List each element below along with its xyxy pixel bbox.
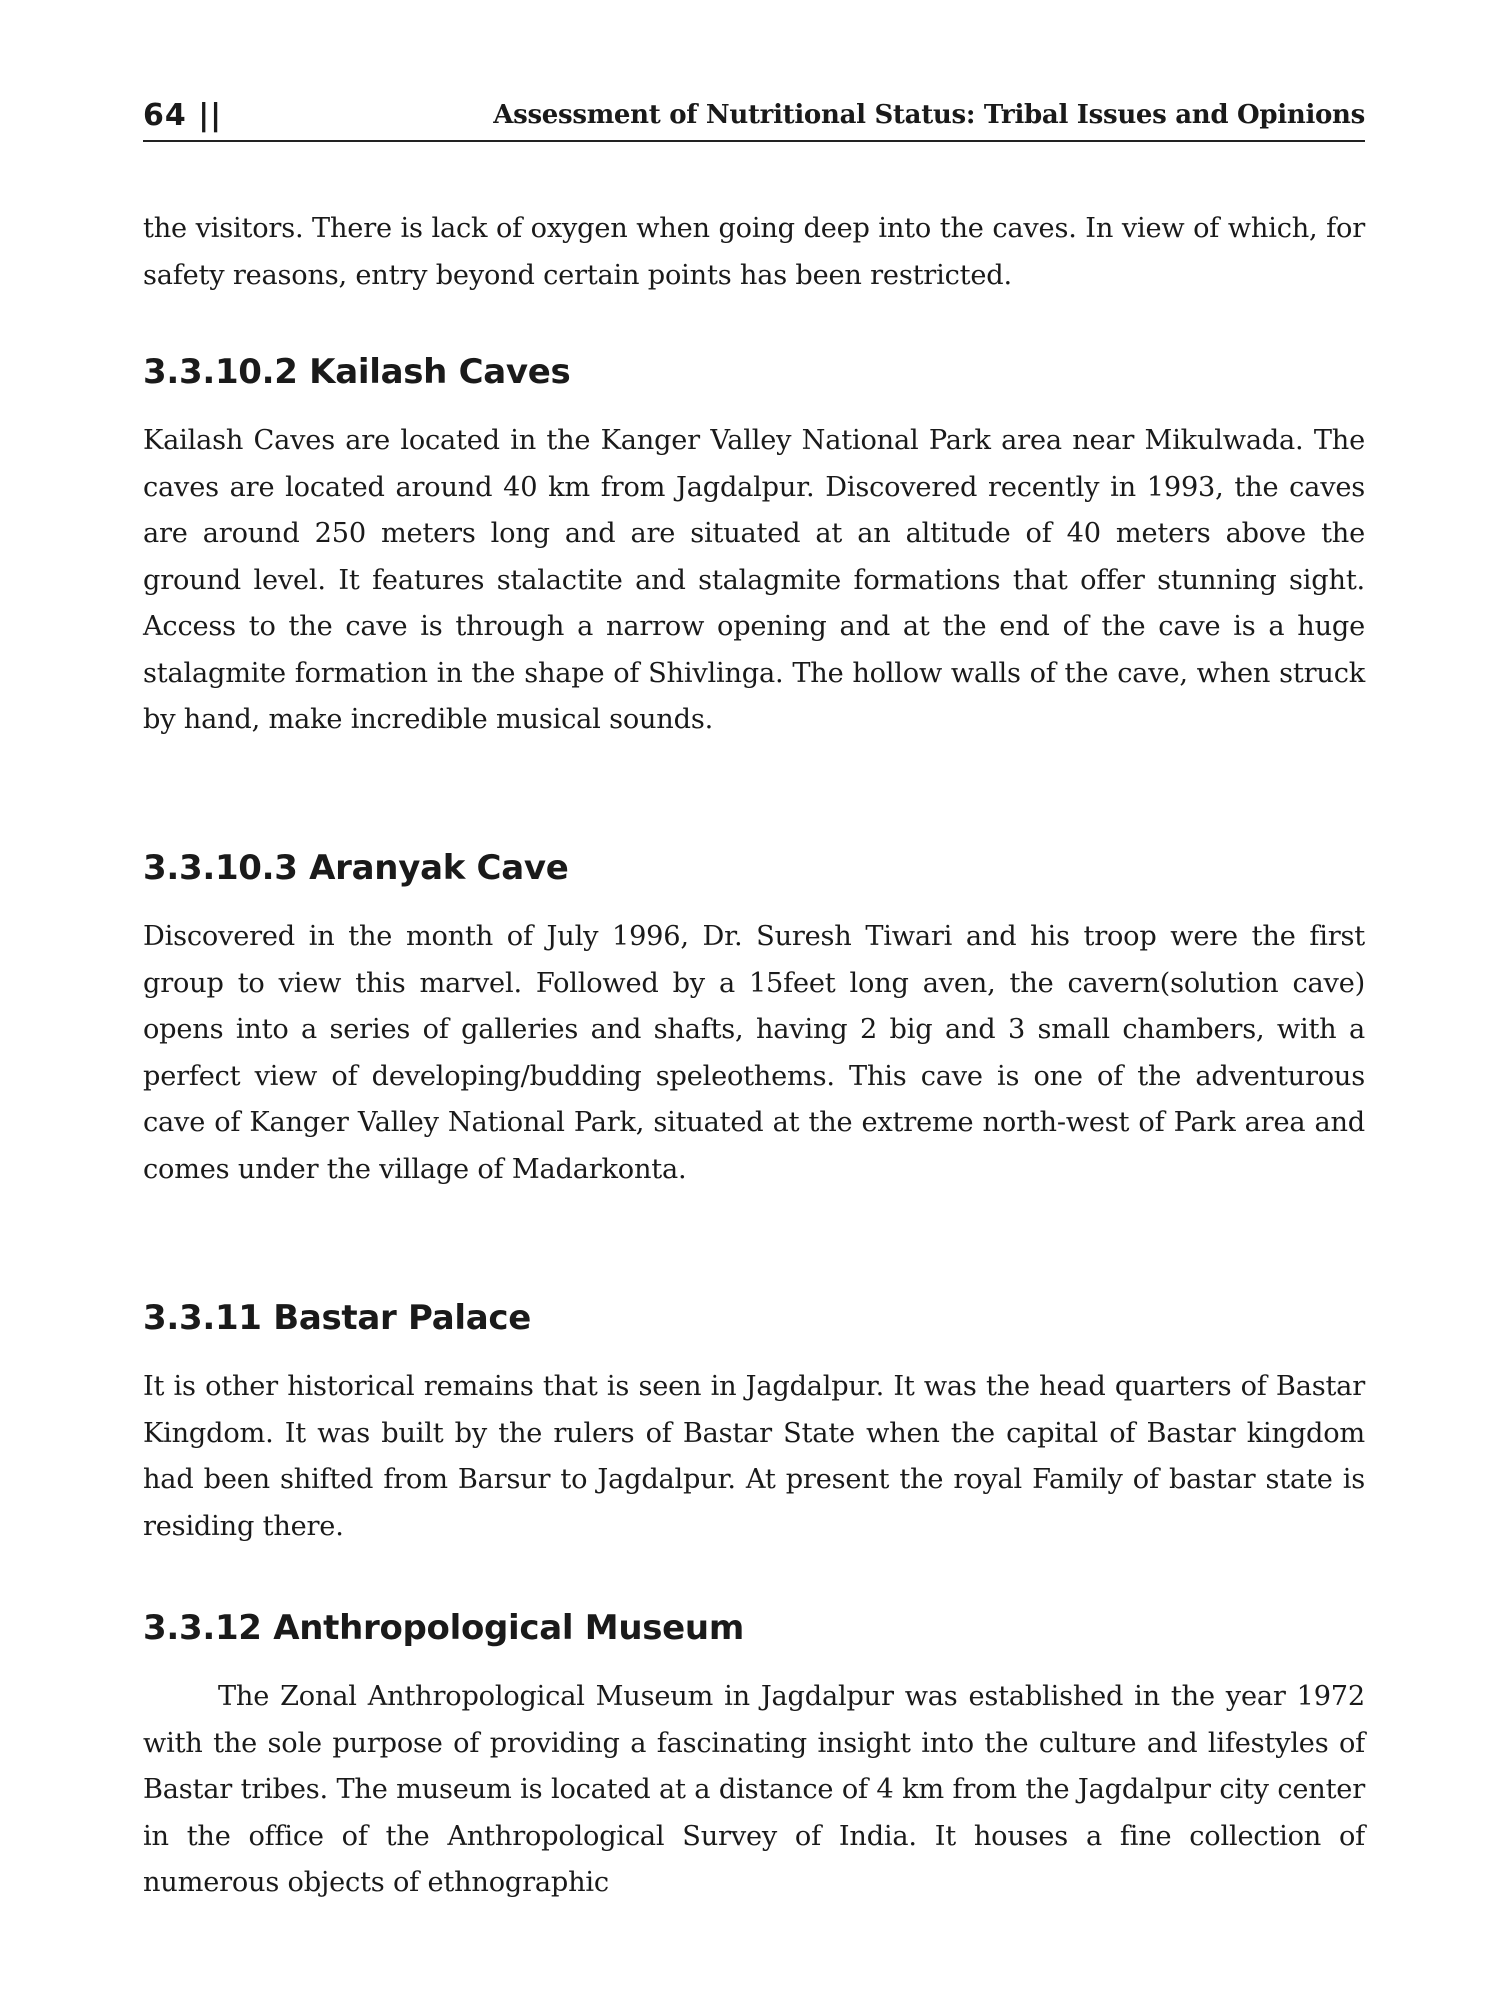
section-heading-aranyak-cave: 3.3.10.3 Aranyak Cave [143, 848, 569, 888]
section-paragraph-bastar-palace: It is other historical remains that is seen in Jagdalpur. It was the head quarters of Bastar Kingdom. It was built by the rulers of Bastar State when the capital of Bastar kingdom had been shifted from Barsur to Jagdalpur. At present the royal Family of bastar state is residing there. [143, 1371, 1365, 1542]
section-paragraph-anthropological-museum: The Zonal Anthropological Museum in Jagdalpur was established in the year 1972 with the sole purpose of providing a fascinating insight into the culture and lifestyles of Bastar tribes. The museum is located at a distance of 4 km from the Jagdalpur city center in the office of the Anthropological Survey of India. It houses a fine collection of numerous objects of ethnographic [143, 1681, 1365, 1898]
section-heading-anthropological-museum: 3.3.12 Anthropological Museum [143, 1608, 744, 1648]
section-paragraph-aranyak-cave: Discovered in the month of July 1996, Dr. Suresh Tiwari and his troop were the first group to view this marvel. Followed by a 15feet long aven, the cavern(solution cave) opens into a series of galleries and shafts, having 2 big and 3 small chambers, with a perfect view of developing/budding speleothems. This cave is one of the adventurous cave of Kanger Valley National Park, situated at the extreme north-west of Park area and comes under the village of Madarkonta. [143, 921, 1365, 1185]
page-number: 64 || [143, 98, 223, 133]
section-heading-kailash-caves: 3.3.10.2 Kailash Caves [143, 352, 571, 392]
running-title: Assessment of Nutritional Status: Tribal Issues and Opinions [493, 100, 1365, 130]
running-header [143, 92, 1365, 142]
intro-paragraph: the visitors. There is lack of oxygen when going deep into the caves. In view of which, for safety reasons, entry beyond certain points has been restricted. [143, 213, 1365, 291]
section-heading-bastar-palace: 3.3.11 Bastar Palace [143, 1298, 531, 1338]
section-paragraph-kailash-caves: Kailash Caves are located in the Kanger Valley National Park area near Mikulwada. The caves are located around 40 km from Jagdalpur. Discovered recently in 1993, the caves are around 250 meters long and are situated at an altitude of 40 meters above the ground level. It features stalactite and stalagmite formations that offer stunning sight. Access to the cave is through a narrow opening and at the end of the cave is a huge stalagmite formation in the shape of Shivlinga. The hollow walls of the cave, when struck by hand, make incredible musical sounds. [143, 425, 1365, 735]
